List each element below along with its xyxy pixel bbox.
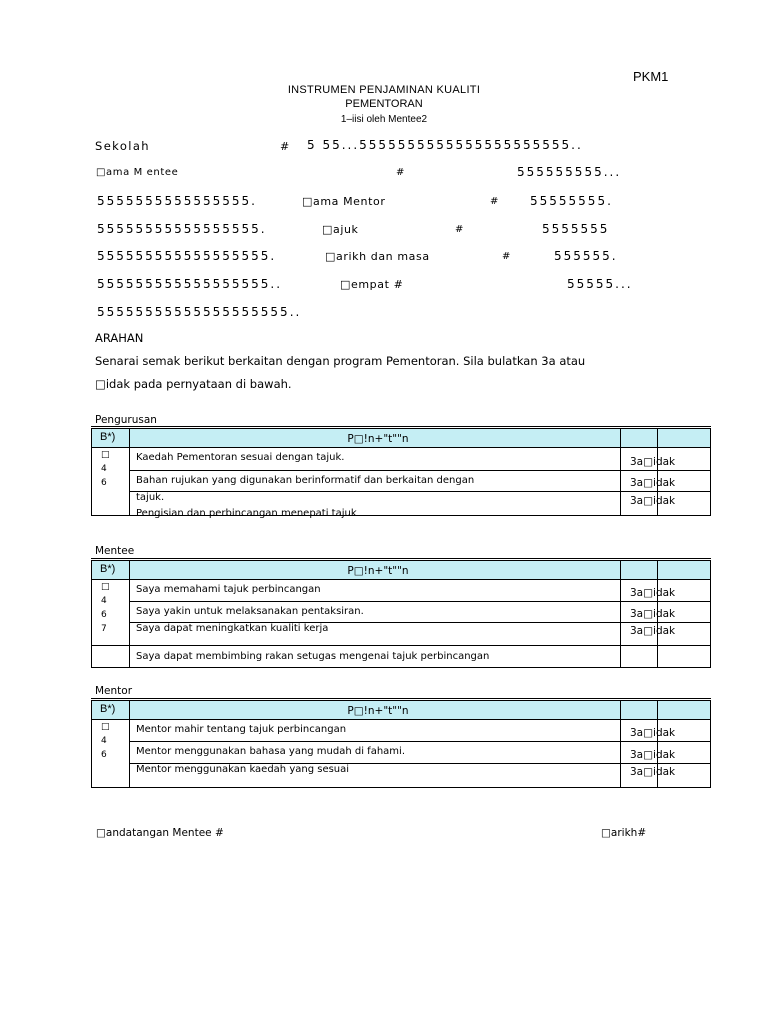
sekolah-hash: # [280, 140, 290, 153]
row-number: □ [101, 722, 110, 732]
nama-mentor-label: □ama Mentor [302, 195, 386, 208]
statement-text: Saya yakin untuk melaksanakan pentaksiran. [130, 602, 621, 623]
answer-tidak-cell[interactable] [630, 742, 711, 764]
nama-mentor-value: 55555555. [530, 194, 613, 208]
sekolah-value: 5 55...5555555555555555555555.. [307, 138, 583, 152]
signature-label: □andatangan Mentee # [96, 827, 224, 839]
arahan-heading: ARAHAN [95, 331, 144, 345]
answer-tidak-cell[interactable] [630, 623, 711, 646]
row-number-cell [92, 646, 130, 668]
header-tidak [658, 428, 711, 448]
statement-text: Saya memahami tajuk perbincangan [130, 580, 621, 602]
row-numbers [92, 580, 130, 646]
header-ya [621, 560, 658, 580]
table-row [92, 492, 711, 516]
row-number: □ [101, 450, 110, 460]
row-number: 6 [101, 610, 107, 620]
tempat-value: 55555... [567, 277, 633, 291]
answer-options[interactable]: 3a□idak [630, 587, 676, 599]
statement-text: Saya dapat meningkatkan kualiti kerja [130, 623, 621, 646]
table-row [92, 448, 711, 471]
statement-text: Saya dapat membimbing rakan setugas mengenai tajuk perbincangan [130, 646, 621, 668]
form-title: INSTRUMEN PENJAMINAN KUALITI [287, 84, 481, 96]
row-number: 6 [101, 750, 107, 760]
answer-options[interactable]: 3a□idak [630, 625, 676, 637]
answer-tidak-cell[interactable] [630, 720, 711, 742]
answer-tidak-cell[interactable] [630, 448, 711, 471]
answer-options[interactable]: 3a□idak [630, 456, 676, 468]
header-tidak [658, 560, 711, 580]
header-statement: P□!n+"t""n [130, 560, 621, 580]
line4-filler: 55555555555555555. [97, 222, 267, 236]
header-number: B*) [92, 428, 130, 448]
header-ya [621, 428, 658, 448]
tajuk-hash: # [455, 224, 464, 235]
date-label: □arikh# [601, 827, 647, 839]
answer-tidak-cell[interactable] [630, 764, 711, 788]
statement-text: Mentor menggunakan bahasa yang mudah di fahami. [130, 742, 621, 764]
answer-tidak-cell[interactable] [630, 602, 711, 623]
answer-options[interactable]: 3a□idak [630, 749, 676, 761]
header-statement: P□!n+"t""n [130, 428, 621, 448]
answer-ya-cell[interactable] [621, 646, 658, 668]
row-number: □ [101, 582, 110, 592]
header-ya [621, 700, 658, 720]
table-header-row [92, 560, 711, 580]
form-title-line2: PEMENTORAN [345, 98, 423, 110]
answer-tidak-cell[interactable] [658, 646, 711, 668]
section-title-pengurusan: Pengurusan [95, 414, 157, 426]
nama-mentee-label: □ama M entee [96, 167, 179, 178]
row-number: 7 [101, 624, 107, 634]
arahan-line1: Senarai semak berikut berkaitan dengan program Pementoran. Sila bulatkan 3a atau [95, 354, 586, 368]
line5-filler: 555555555555555555. [97, 249, 277, 263]
tajuk-label: □ajuk [322, 223, 359, 236]
tempat-label: □empat # [340, 278, 404, 291]
answer-tidak-cell[interactable] [630, 580, 711, 602]
answer-tidak-cell[interactable] [630, 471, 711, 492]
statement-overflow-text: Pengisian dan perbincangan menepati tajuk [136, 508, 357, 519]
answer-options[interactable]: 3a□idak [630, 766, 676, 778]
checklist-table-pengurusan [91, 426, 711, 519]
nama-mentor-hash: # [490, 196, 499, 207]
tarikh-masa-label: □arikh dan masa [325, 250, 430, 263]
checklist-table-mentor [91, 698, 711, 788]
statement-text: Kaedah Pementoran sesuai dengan tajuk. [130, 448, 621, 471]
table-header-row [92, 428, 711, 448]
section-title-mentee: Mentee [95, 545, 135, 557]
checklist-table-mentee [91, 558, 711, 668]
table-row [92, 646, 711, 668]
table-row [92, 580, 711, 602]
table-row [92, 742, 711, 764]
row-number: 6 [101, 478, 107, 488]
table-header-row [92, 700, 711, 720]
header-tidak [658, 700, 711, 720]
form-subtitle: 1–iisi oleh Mentee2 [340, 114, 428, 125]
line7-filler: 55555555555555555555.. [97, 305, 302, 319]
header-statement: P□!n+"t""n [130, 700, 621, 720]
answer-options[interactable]: 3a□idak [630, 477, 676, 489]
statement-text: Mentor menggunakan kaedah yang sesuai [130, 764, 621, 788]
sekolah-label: Sekolah [95, 139, 150, 153]
answer-options[interactable]: 3a□idak [630, 608, 676, 620]
table-row [92, 720, 711, 742]
tarikh-masa-value: 555555. [554, 249, 618, 263]
section-title-mentor: Mentor [95, 685, 133, 697]
table-row [92, 623, 711, 646]
row-number: 4 [101, 464, 107, 474]
statement-text: Bahan rujukan yang digunakan berinformatif dan berkaitan dengan [130, 471, 621, 492]
form-code: PKM1 [633, 69, 669, 84]
line3-filler: 5555555555555555. [97, 194, 257, 208]
table-row [92, 764, 711, 788]
statement-text: tajuk. [136, 492, 165, 503]
answer-tidak-cell[interactable] [630, 492, 711, 516]
row-number: 4 [101, 736, 107, 746]
header-number: B*) [92, 700, 130, 720]
statement-text: Mentor mahir tentang tajuk perbincangan [130, 720, 621, 742]
nama-mentee-hash: # [396, 167, 405, 178]
row-numbers [92, 448, 130, 516]
table-row [92, 471, 711, 492]
nama-mentee-value: 555555555... [517, 165, 622, 179]
arahan-line2: □idak pada pernyataan di bawah. [95, 377, 292, 391]
line6-filler: 555555555555555555.. [97, 277, 283, 291]
header-number: B*) [92, 560, 130, 580]
tajuk-value: 5555555 [542, 222, 610, 236]
tarikh-masa-hash: # [502, 251, 511, 262]
statement-text-cell [130, 492, 621, 519]
row-number: 4 [101, 596, 107, 606]
row-numbers [92, 720, 130, 788]
answer-options[interactable]: 3a□idak [630, 495, 676, 507]
table-row [92, 602, 711, 623]
answer-options[interactable]: 3a□idak [630, 727, 676, 739]
